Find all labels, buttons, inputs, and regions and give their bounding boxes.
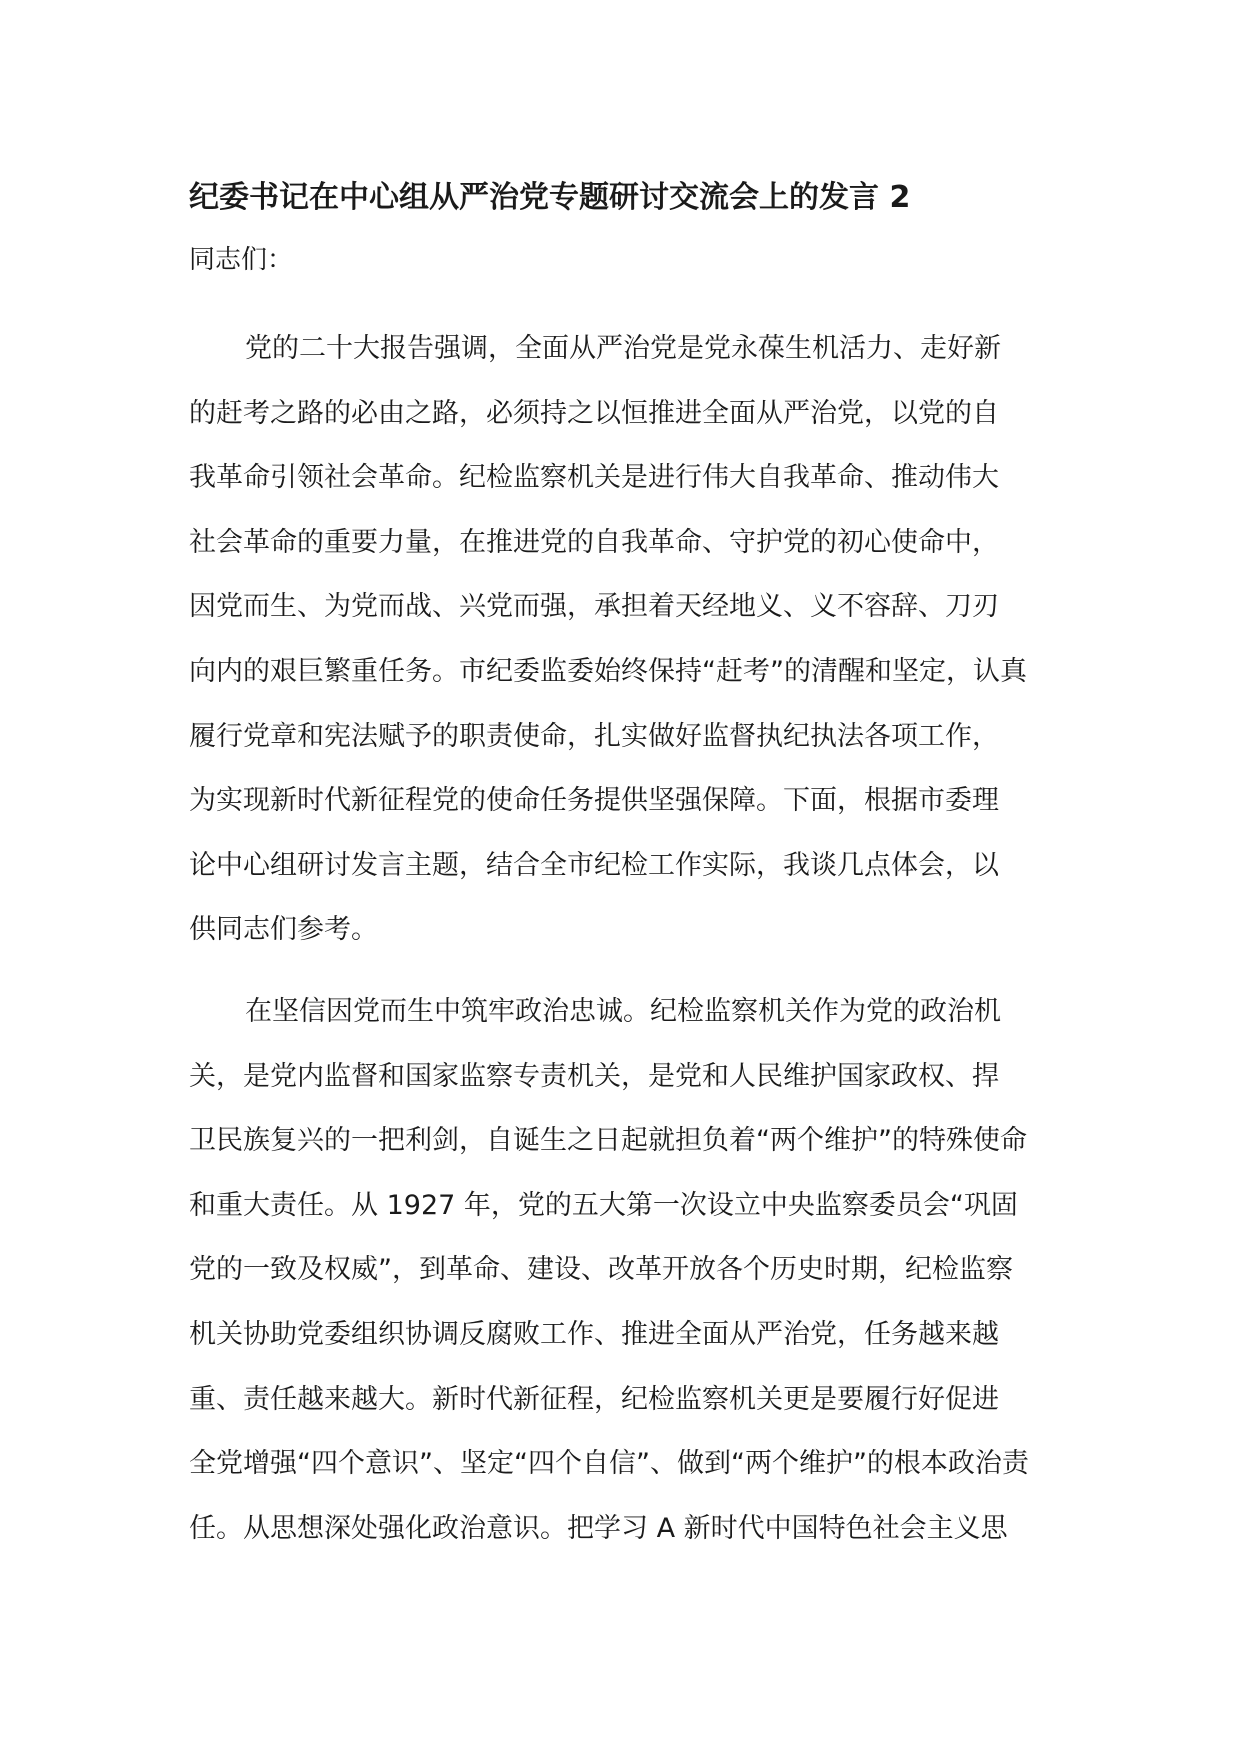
paragraph-line: 向内的艰巨繁重任务。市纪委监委始终保持“赶考”的清醒和坚定，认真 [189,655,1027,687]
paragraph-line: 论中心组研讨发言主题，结合全市纪检工作实际，我谈几点体会，以 [189,849,999,881]
paragraph-line: 任。从思想深处强化政治意识。把学习 A 新时代中国特色社会主义思 [189,1512,1008,1544]
paragraph-line: 党的二十大报告强调，全面从严治党是党永葆生机活力、走好新 [245,333,1001,364]
paragraph-2 [189,980,1059,1561]
paragraph-line: 和重大责任。从 1927 年，党的五大第一次设立中央监察委员会“巩固 [189,1189,1018,1221]
paragraph-line: 的赶考之路的必由之路，必须持之以恒推进全面从严治党，以党的自 [189,397,999,429]
paragraph-line: 卫民族复兴的一把利剑，自诞生之日起就担负着“两个维护”的特殊使命 [189,1125,1027,1157]
salutation: 同志们： [189,245,294,275]
paragraph-line: 我革命引领社会革命。纪检监察机关是进行伟大自我革命、推动伟大 [189,462,999,494]
paragraph-line: 机关协助党委组织协调反腐败工作、推进全面从严治党，任务越来越 [189,1318,999,1350]
document-title: 纪委书记在中心组从严治党专题研讨交流会上的发言 2 [189,180,911,215]
paragraph-line: 履行党章和宪法赋予的职责使命，扎实做好监督执纪执法各项工作， [189,720,999,752]
paragraph-1 [189,317,1059,963]
paragraph-line: 供同志们参考。 [189,914,378,946]
paragraph-line: 社会革命的重要力量，在推进党的自我革命、守护党的初心使命中， [189,526,999,558]
paragraph-line: 全党增强“四个意识”、坚定“四个自信”、做到“两个维护”的根本政治责 [189,1448,1029,1480]
paragraph-line: 为实现新时代新征程党的使命任务提供坚强保障。下面，根据市委理 [189,785,999,817]
paragraph-line: 关，是党内监督和国家监察专责机关，是党和人民维护国家政权、捍 [189,1060,999,1092]
paragraph-line: 重、责任越来越大。新时代新征程，纪检监察机关更是要履行好促进 [189,1383,999,1415]
paragraph-line: 因党而生、为党而战、兴党而强，承担着天经地义、义不容辞、刀刃 [189,591,999,623]
paragraph-line: 在坚信因党而生中筑牢政治忠诚。纪检监察机关作为党的政治机 [245,996,1001,1027]
paragraph-line: 党的一致及权威”，到革命、建设、改革开放各个历史时期，纪检监察 [189,1254,1013,1286]
